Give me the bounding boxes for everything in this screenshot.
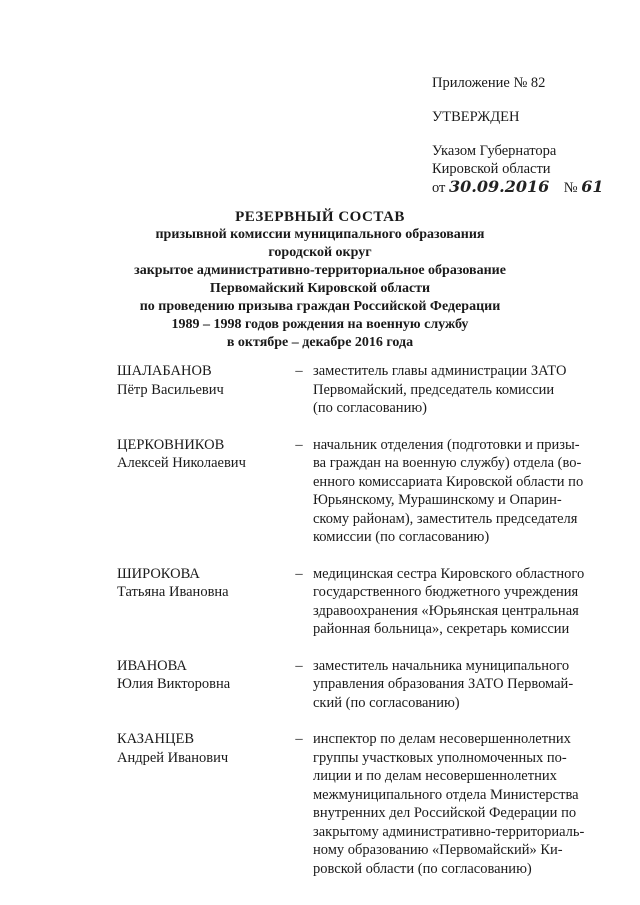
member-given-name: Татьяна Ивановна (117, 584, 229, 600)
handwritten-date: 30.09.2016 (449, 177, 550, 196)
member-entry (117, 436, 607, 547)
role-line: ва граждан на военную службу) отдела (во- (313, 455, 582, 471)
member-name (117, 436, 285, 547)
role-line: управления образования ЗАТО Первомай- (313, 676, 574, 692)
member-dash: – (295, 731, 303, 747)
role-line: (по согласованию) (313, 400, 427, 416)
member-given-name: Юлия Викторовна (117, 676, 231, 692)
role-line: Юрьянскому, Мурашинскому и Опарин- (313, 492, 562, 508)
title-line: 1989 – 1998 годов рождения на военную службу (171, 317, 469, 332)
member-dash: – (295, 565, 303, 582)
title-line: Первомайский Кировской области (209, 281, 431, 296)
title-line: закрытое административно-территориальное образование (134, 263, 506, 278)
member-role (313, 565, 603, 639)
member-dash: – (295, 657, 303, 674)
role-line: заместитель главы администрации ЗАТО (313, 363, 567, 379)
role-line: межмуниципального отдела Министерства (313, 786, 579, 803)
member-name (117, 362, 285, 418)
decree-line-1: Указом Губернатора (432, 143, 557, 159)
role-line: группы участковых уполномоченных по- (313, 749, 567, 766)
title-line: городской округ (268, 245, 372, 260)
member-entry (117, 730, 607, 878)
role-line: лиции и по делам несовершеннолетних (313, 768, 557, 784)
member-given-name: Алексей Николаевич (117, 455, 246, 471)
role-line: ному образованию «Первомайский» Ки- (313, 842, 563, 858)
member-given-name: Пётр Васильевич (117, 381, 224, 398)
members-list (117, 362, 607, 896)
role-line: заместитель начальника муниципального (313, 657, 570, 674)
title-heading: РЕЗЕРВНЫЙ СОСТАВ (235, 209, 405, 225)
member-entry (117, 657, 607, 713)
title-line: в октябре – декабре 2016 года (226, 335, 414, 350)
role-line: ский (по согласованию) (313, 694, 460, 711)
role-line: Первомайский, председатель комиссии (313, 381, 555, 398)
decree-date-line (432, 178, 632, 197)
decree-line-2: Кировской области (432, 161, 551, 177)
member-surname: ИВАНОВА (117, 657, 187, 674)
appendix-block (432, 74, 632, 197)
member-entry (117, 362, 607, 418)
role-line: здравоохранения «Юрьянская центральная (313, 602, 579, 619)
role-line: закрытому административно-территориаль- (313, 823, 585, 840)
role-line: ровской области (по согласованию) (313, 860, 532, 877)
member-given-name: Андрей Иванович (117, 749, 229, 766)
member-role (313, 657, 603, 713)
member-surname: ШИРОКОВА (117, 565, 200, 582)
role-line: начальник отделения (подготовки и призы- (313, 436, 580, 453)
title-line: призывной комиссии муниципального образования (155, 227, 485, 242)
member-role (313, 436, 603, 547)
role-line: комиссии (по согласованию) (313, 529, 490, 545)
role-line: инспектор по делам несовершеннолетних (313, 731, 571, 747)
role-line: внутренних дел Российской Федерации по (313, 805, 577, 821)
date-prefix: от (432, 180, 446, 196)
role-line: енного комиссариата Кировской области по (313, 473, 584, 490)
role-line: скому районам), заместитель председателя (313, 510, 578, 527)
member-role (313, 362, 603, 418)
role-line: государственного бюджетного учреждения (313, 584, 579, 600)
member-role (313, 730, 603, 878)
approved-label: УТВЕРЖДЕН (432, 109, 520, 125)
member-name (117, 565, 285, 639)
member-name (117, 657, 285, 713)
member-dash: – (295, 363, 303, 379)
member-surname: ЦЕРКОВНИКОВ (117, 436, 225, 453)
member-surname: ШАЛАБАНОВ (117, 363, 212, 379)
member-surname: КАЗАНЦЕВ (117, 731, 194, 747)
title-line: по проведению призыва граждан Российской Федерации (139, 299, 501, 314)
handwritten-number: 61 (581, 177, 604, 196)
appendix-label: Приложение № 82 (432, 75, 546, 91)
member-dash: – (295, 436, 303, 453)
member-entry (117, 565, 607, 639)
document-title (80, 208, 560, 352)
number-prefix: № (563, 180, 578, 196)
role-line: медицинская сестра Кировского областного (313, 565, 585, 582)
member-name (117, 730, 285, 878)
role-line: районная больница», секретарь комиссии (313, 621, 570, 637)
